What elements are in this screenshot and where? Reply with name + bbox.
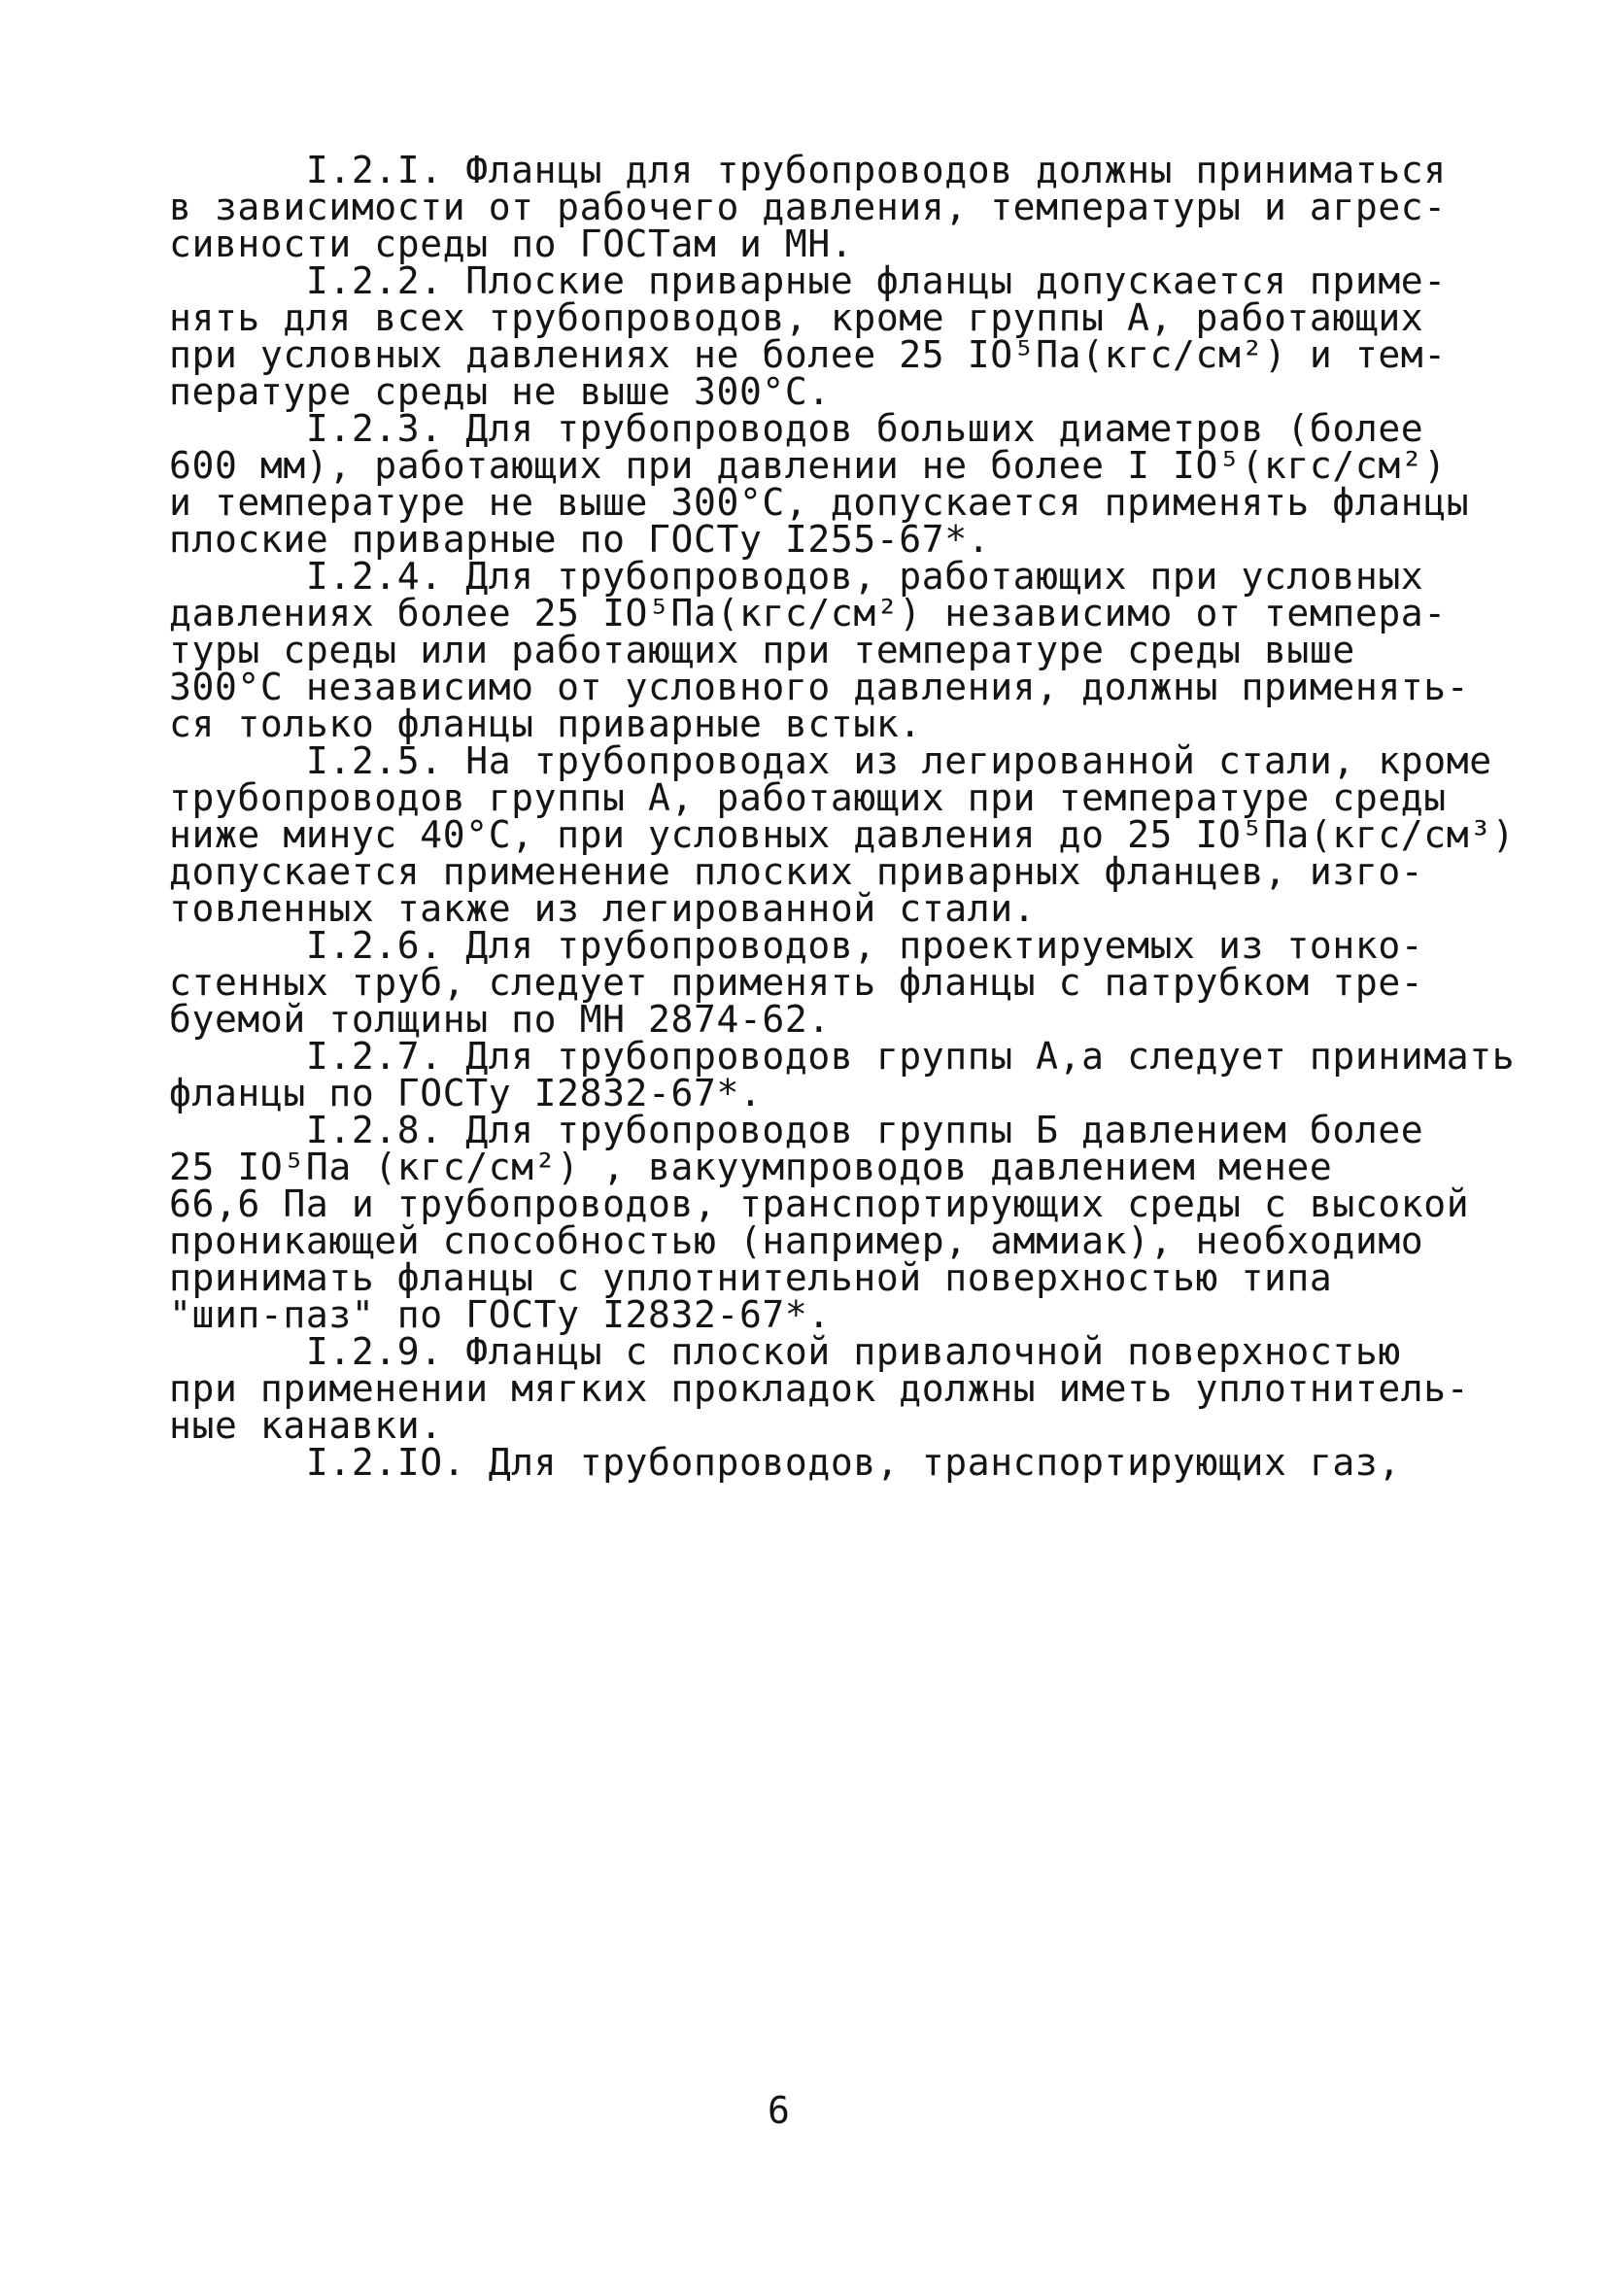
- text-line: стенных труб, следует применять фланцы с патрубком тре-: [169, 961, 1424, 1004]
- text-line: I.2.2. Плоские приварные фланцы допускается приме-: [169, 259, 1447, 302]
- text-line: туры среды или работающих при температуре среды выше: [169, 629, 1355, 671]
- text-line: I.2.IO. Для трубопроводов, транспортирующих газ,: [169, 1441, 1401, 1484]
- text-line: ные канавки.: [169, 1404, 443, 1447]
- text-line: 25 IO⁵Па (кгс/см²) , вакуумпроводов давлением менее: [169, 1146, 1333, 1188]
- text-line: принимать фланцы с уплотнительной поверхностью типа: [169, 1256, 1333, 1299]
- text-line: ся только фланцы приварные встык.: [169, 703, 922, 745]
- text-line: и температуре не выше 300°С, допускается применять фланцы: [169, 481, 1470, 524]
- text-line: фланцы по ГОСТу I2832-67*.: [169, 1072, 763, 1114]
- text-line: I.2.6. Для трубопроводов, проектируемых из тонко-: [169, 924, 1424, 967]
- text-line: 600 мм), работающих при давлении не более I IO⁵(кгс/см²): [169, 444, 1447, 487]
- text-line: I.2.5. На трубопроводах из легированной стали, кроме: [169, 739, 1492, 782]
- text-line: "шип-паз" по ГОСТу I2832-67*.: [169, 1293, 831, 1336]
- text-line: сивности среды по ГОСТам и МН.: [169, 223, 854, 265]
- text-line: в зависимости от рабочего давления, температуры и агрес-: [169, 186, 1447, 228]
- text-line: ниже минус 40°С, при условных давления до 25 IO⁵Па(кгс/см³): [169, 813, 1516, 856]
- text-line: 66,6 Па и трубопроводов, транспортирующих среды с высокой: [169, 1182, 1470, 1225]
- text-line: буемой толщины по МН 2874-62.: [169, 998, 831, 1041]
- text-line: нять для всех трубопроводов, кроме группы А, работающих: [169, 296, 1424, 339]
- text-line: допускается применение плоских приварных фланцев, изго-: [169, 850, 1424, 893]
- text-line: товленных также из легированной стали.: [169, 887, 1037, 930]
- text-line: пературе среды не выше 300°С.: [169, 370, 831, 413]
- text-line: трубопроводов группы А, работающих при температуре среды: [169, 776, 1447, 819]
- text-line: при применении мягких прокладок должны иметь уплотнитель-: [169, 1367, 1470, 1410]
- text-line: проникающей способностью (например, аммиак), необходимо: [169, 1219, 1424, 1262]
- text-line: при условных давлениях не более 25 IO⁵Па(кгс/см²) и тем-: [169, 333, 1447, 376]
- text-line: 300°С независимо от условного давления, должны применять-: [169, 666, 1470, 708]
- text-line: давлениях более 25 IO⁵Па(кгс/см²) независимо от темпера-: [169, 592, 1447, 634]
- text-line: I.2.4. Для трубопроводов, работающих при условных: [169, 555, 1424, 598]
- text-line: I.2.8. Для трубопроводов группы Б давлением более: [169, 1109, 1424, 1151]
- text-line: I.2.9. Фланцы с плоской привалочной поверхностью: [169, 1330, 1401, 1373]
- text-line: I.2.3. Для трубопроводов больших диаметров (более: [169, 407, 1424, 450]
- text-line: плоские приварные по ГОСТу I255-67*.: [169, 518, 991, 561]
- text-line: I.2.7. Для трубопроводов группы А,а следует принимать: [169, 1035, 1516, 1078]
- text-line: I.2.I. Фланцы для трубопроводов должны приниматься: [169, 149, 1447, 191]
- page-number: 6: [768, 2089, 790, 2132]
